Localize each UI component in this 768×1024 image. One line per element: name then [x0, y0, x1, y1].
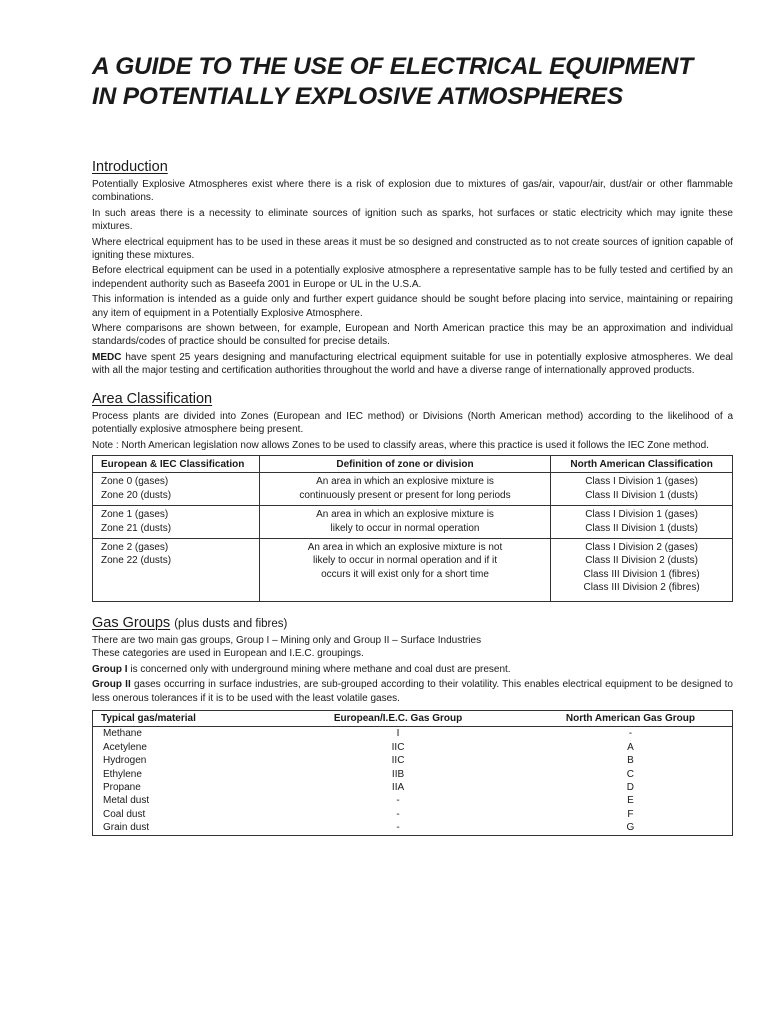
area-classification-heading: Area Classification [92, 390, 213, 407]
column-header: North American Gas Group [529, 710, 733, 726]
column-header: Typical gas/material [93, 710, 268, 726]
intro-paragraph-4: Before electrical equipment can be used in a potentially explosive atmosphere a representative sample has to be fully tested and certified by an independent authority such as Baseefa 2001 in Europe or UL in the U.S.A. [92, 265, 733, 290]
gas-paragraph-1: There are two main gas groups, Group I – Mining only and Group II – Surface Industries [92, 634, 482, 646]
table-row: Ethylene IIB C [103, 768, 635, 780]
table-row: Grain dust - G [103, 822, 635, 834]
gas-groups-section [92, 615, 733, 836]
table-cell: Class I Division 1 (gases) Class II Division 1 (dusts) [551, 506, 733, 539]
table-row [93, 473, 733, 506]
gas-groups-subheading: (plus dusts and fibres) [174, 617, 288, 630]
gas-groups-heading: Gas Groups (plus dusts and fibres) [92, 614, 288, 631]
table-cell: Zone 0 (gases) Zone 20 (dusts) [93, 473, 260, 506]
title-line-1: A GUIDE TO THE USE OF ELECTRICAL EQUIPMENT [92, 53, 693, 80]
area-classification-section [92, 391, 733, 602]
table-cell: An area in which an explosive mixture is continuously present or present for long periods [259, 473, 550, 506]
title-line-2: IN POTENTIALLY EXPLOSIVE ATMOSPHERES [92, 83, 623, 110]
introduction-section [92, 159, 733, 378]
intro-paragraph-5: This information is intended as a guide only and further expert guidance should be sought before placing into service, maintaining or repairing any item of equipment in a Potentially Explosive Atmosphere. [92, 294, 733, 319]
medc-name: MEDC [92, 351, 122, 363]
column-header: North American Classification [551, 455, 733, 472]
intro-paragraph-3: Where electrical equipment has to be used in these areas it must be so designed and constructed as to not create sources of ignition capable of igniting these mixtures. [92, 236, 733, 262]
table-row: Methane I - [103, 728, 633, 740]
column-header: European & IEC Classification [93, 455, 260, 472]
table-row: Acetylene IIC A [103, 741, 634, 753]
table-cell: Class I Division 2 (gases) Class II Division 2 (dusts) Class III Division 1 (fibres) Class III Division 2 (fibres) [551, 538, 733, 601]
table-row: Hydrogen IIC B [103, 755, 634, 767]
table-row: Coal dust - F [103, 808, 634, 820]
table-header-row [93, 455, 733, 472]
gas-paragraph-3: Group I is concerned only with underground mining where methane and coal dust are present. [92, 663, 511, 675]
intro-paragraph-6: Where comparisons are shown between, for example, European and North American practice this may be an approximation and individual standards/codes of practice should be consulted for precise details. [92, 323, 733, 348]
table-cell: An area in which an explosive mixture is likely to occur in normal operation [259, 506, 550, 539]
gas-paragraph-2: These categories are used in European and I.E.C. groupings. [92, 648, 364, 660]
area-note: Note : North American legislation now allows Zones to be used to classify areas, where this practice is used it follows the IEC Zone method. [92, 439, 709, 451]
table-row [93, 506, 733, 539]
introduction-heading: Introduction [92, 159, 168, 175]
area-paragraph-1: Process plants are divided into Zones (European and IEC method) or Divisions (North American method) according to the likelihood of a potentially explosive atmosphere being present. [92, 410, 733, 436]
table-row [93, 538, 733, 601]
gas-group-table [92, 710, 733, 836]
intro-paragraph-1: Potentially Explosive Atmospheres exist where there is a risk of explosion due to mixtures of gas/air, vapour/air, dust/air or other flammable combinations. [92, 179, 733, 204]
table-cell: Zone 1 (gases) Zone 21 (dusts) [93, 506, 260, 539]
intro-paragraph-2: In such areas there is a necessity to eliminate sources of ignition such as sparks, hot surfaces or static electricity which may ignite these mixtures. [92, 207, 733, 233]
gas-paragraph-4: Group II gases occurring in surface industries, are sub-grouped according to their volatility. This enables electrical equipment to be designed to less onerous tolerances if it is to be used with the least volatile gases. [92, 679, 733, 704]
zone-classification-table [92, 455, 733, 602]
table-cell: Zone 2 (gases) Zone 22 (dusts) [93, 538, 260, 601]
document-title [92, 52, 733, 112]
table-header-row [93, 710, 733, 726]
intro-paragraph-7: MEDC have spent 25 years designing and manufacturing electrical equipment suitable for use in potentially explosive atmospheres. We deal with all the major testing and certification authorities throughout the world and have a diverse range of internationally approved products. [92, 351, 733, 377]
table-row: Metal dust - E [103, 795, 634, 807]
table-row: Propane IIA D [103, 782, 635, 793]
column-header: Definition of zone or division [259, 455, 550, 472]
column-header: European/I.E.C. Gas Group [267, 710, 529, 726]
table-cell: Class I Division 1 (gases) Class II Division 1 (dusts) [551, 473, 733, 506]
table-cell: An area in which an explosive mixture is not likely to occur in normal operation and if it occurs it will exist only for a short time [259, 538, 550, 601]
